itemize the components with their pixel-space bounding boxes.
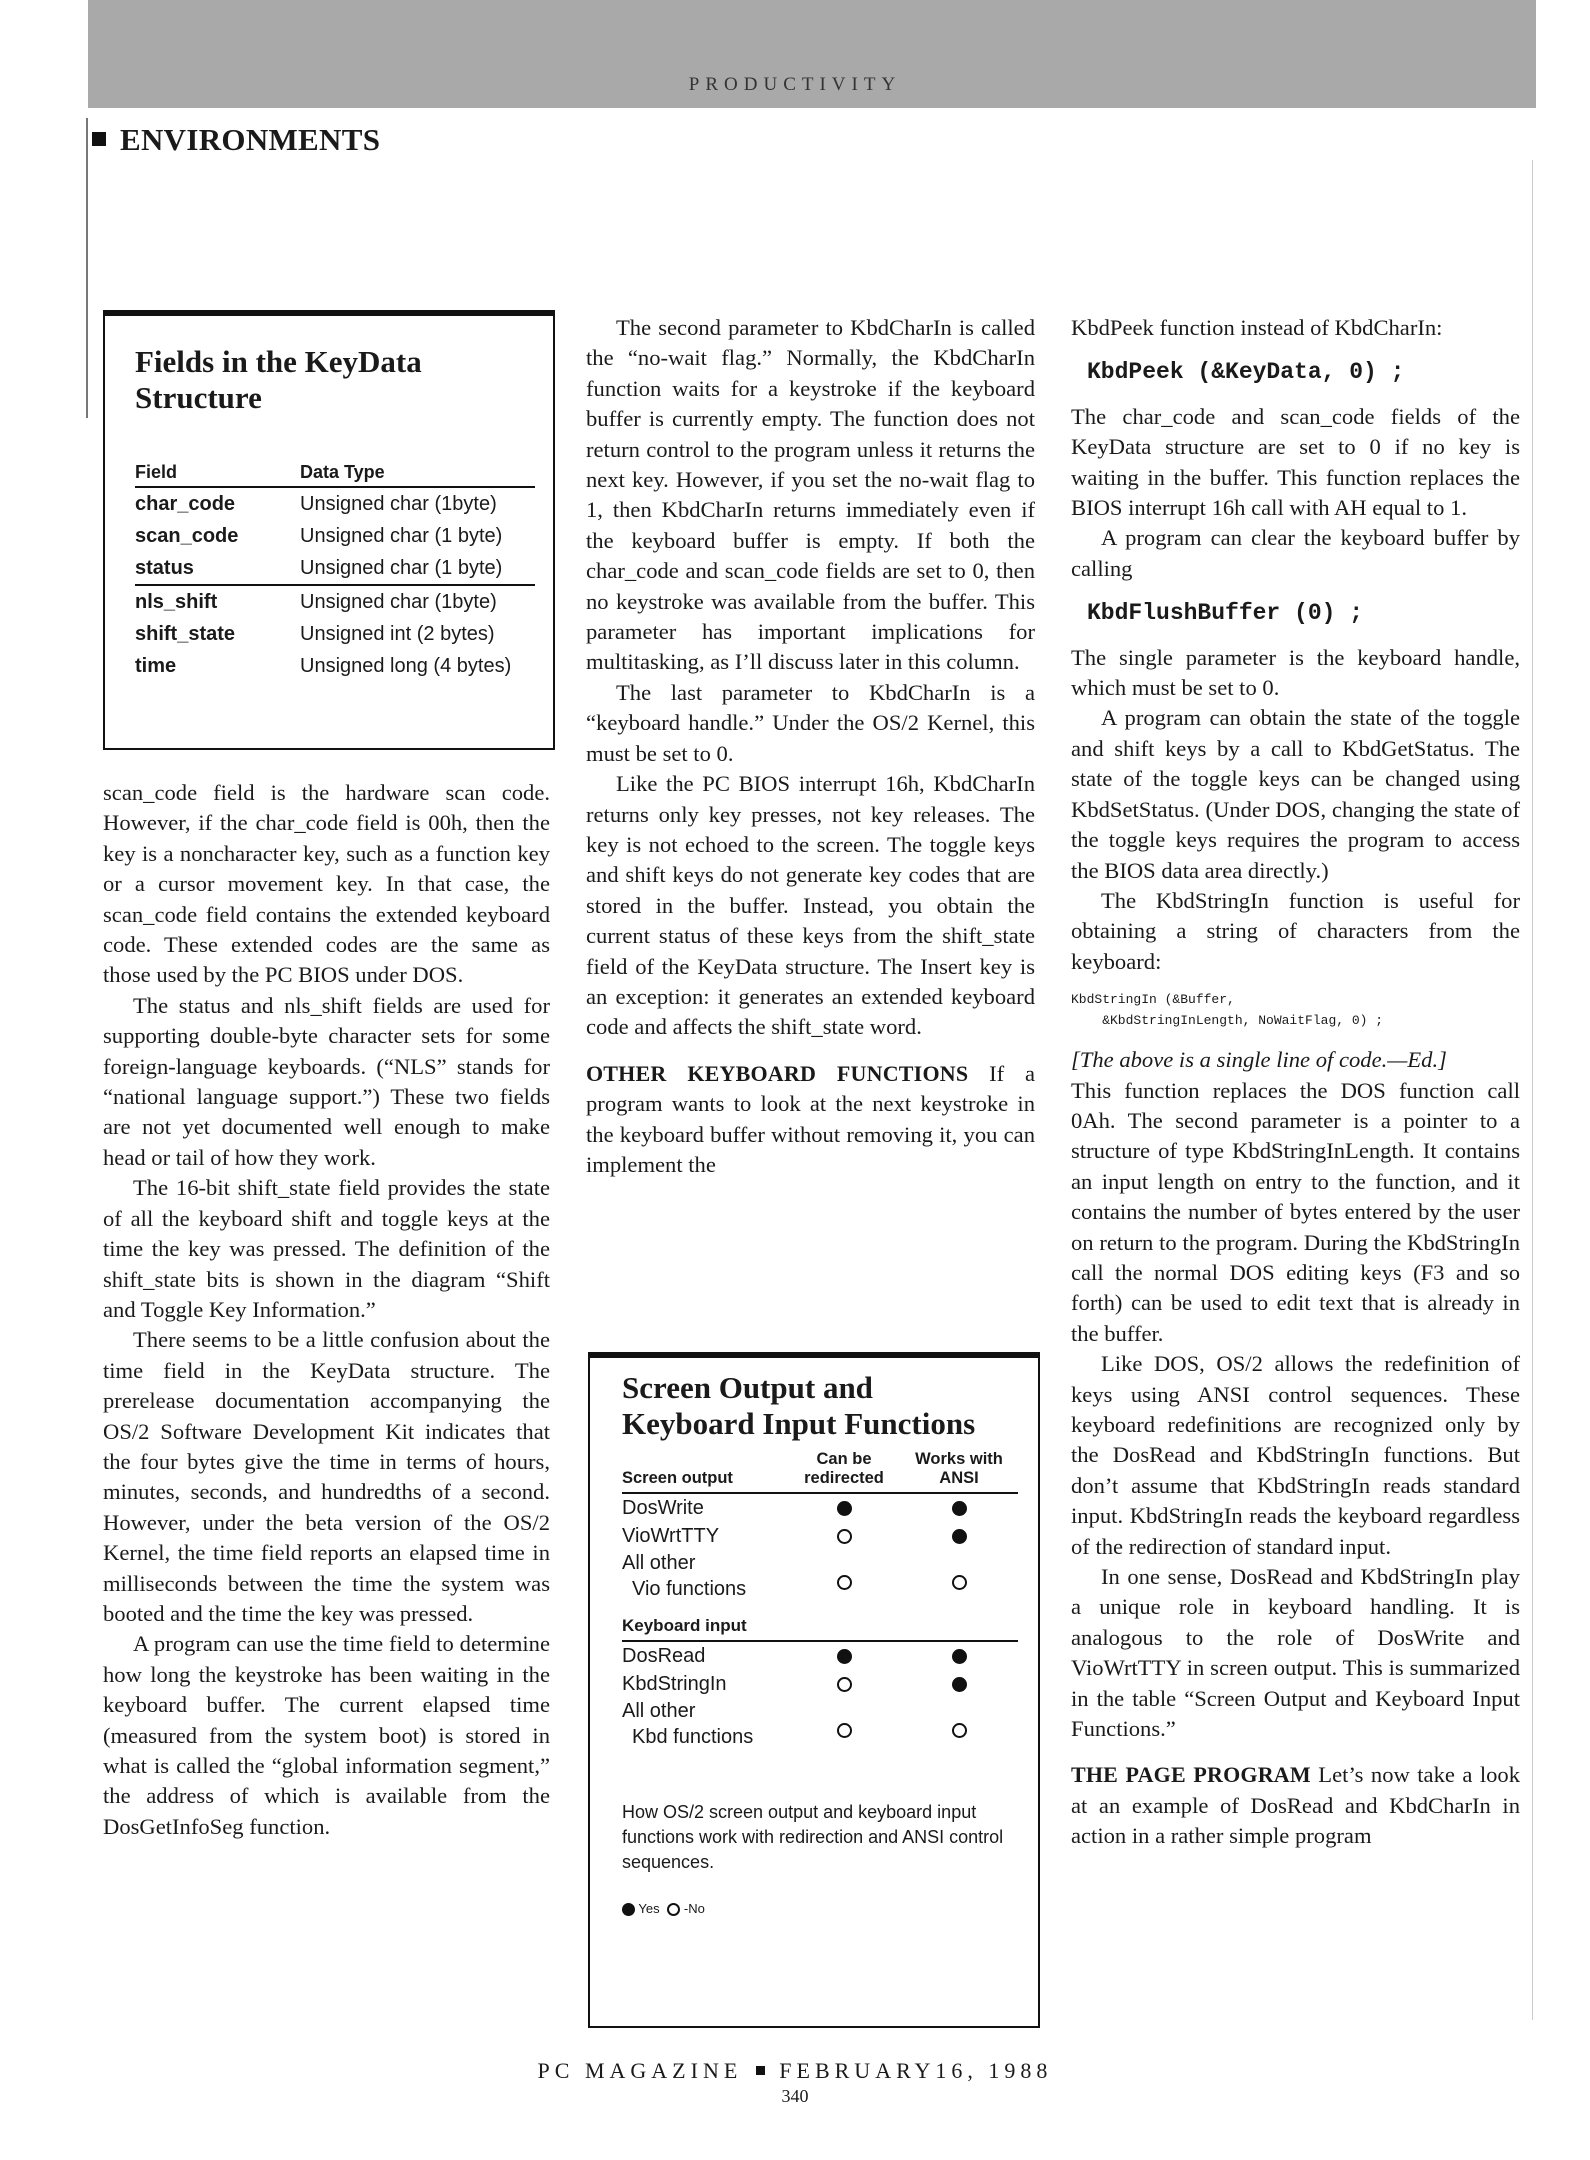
no-dot-icon: [837, 1575, 852, 1590]
legend-yes: Yes: [638, 1901, 660, 1916]
paragraph: There seems to be a little confusion about the time field in the KeyData structure. The prerelease documentation accompanying the OS/2 Software Development Kit indicates that the four bytes give the time in terms of hours, minutes, seconds, and hundredths of a second. However, under the beta version of the OS/2 Kernel, the time field reports an elapsed time in milliseconds between the time the system was booted and the time the key was pressed.: [103, 1327, 550, 1626]
page-number: 340: [781, 2086, 809, 2106]
col-redirect-header: Can be redirected: [788, 1450, 900, 1493]
paragraph: The second parameter to KbdCharIn is called the “no-wait flag.” Normally, the KbdCharIn function waits for a keystroke if the keyboard buffer is currently empty. The function does not return control to the program unless it returns the next key. However, if you set the no-wait flag to 1, then KbdCharIn returns immediately even if the keyboard buffer is empty. If both the char_code and scan_code fields are set to 0, then no keystroke was available from the buffer. This parameter has important implications for multitasking, as I’ll discuss later in this column.: [586, 315, 1035, 675]
yes-dot-icon: [622, 1903, 635, 1916]
footer: [0, 2058, 1590, 2084]
functions-title-line1: Screen Output and: [622, 1370, 873, 1405]
paragraph: Like DOS, OS/2 allows the redefinition of keys using ANSI control sequences. These keyboard redefinitions are recognized only by the DosRead and KbdStringIn functions. But don’t assume that KbdStringIn reads standard input. KbdStringIn reads the keyboard regardless of the redirection of standard input.: [1071, 1351, 1520, 1559]
paragraph: The KbdStringIn function is useful for obtaining a string of characters from the keyboard:: [1071, 887, 1520, 974]
paragraph: A program can clear the keyboard buffer by calling: [1071, 525, 1520, 581]
run-in-heading: THE PAGE PROGRAM: [1071, 1762, 1311, 1788]
square-bullet-icon: [92, 132, 106, 146]
paragraph: A program can use the time field to determine how long the keystroke has been waiting in the keyboard buffer. The current elapsed time (measured from the system boot) is stored in what is called the “global information segment,” the address of which is available from the DosGetInfoSeg function.: [103, 1631, 550, 1839]
keydata-col-type: Data Type: [300, 462, 535, 487]
paragraph: Like the PC BIOS interrupt 16h, KbdCharIn returns only key presses, not key releases. The key is not echoed to the screen. The toggle keys and shift keys do not generate key codes that are stored in the buffer. Instead, you obtain the current status of these keys from the shift_state field of the KeyData structure. The Insert key is an exception: it generates an extended keyboard code and affects the shift_state word.: [586, 771, 1035, 1040]
paragraph: KbdPeek function instead of KbdCharIn:: [1071, 315, 1443, 340]
table-row: time Unsigned long (4 bytes): [135, 655, 512, 677]
table-row: DosRead: [622, 1641, 1018, 1670]
table-row: All other Kbd functions: [622, 1698, 1018, 1750]
legend: [622, 1901, 1018, 1916]
yes-dot-icon: [952, 1529, 967, 1544]
paragraph: The last parameter to KbdCharIn is a “keyboard handle.” Under the OS/2 Kernel, this must be set to 0.: [586, 679, 1035, 766]
table-row: All other Vio functions: [622, 1550, 1018, 1602]
paragraph: scan_code field is the hardware scan code. However, if the char_code field is 00h, then the key is a noncharacter key, such as a function key or a cursor movement key. In that case, the scan_code field contains the extended keyboard code. These extended codes are the same as those used by the PC BIOS under DOS.: [103, 780, 550, 988]
paragraph-text: If a program wants to look at the next keystroke in the keyboard buffer without removing it, you can implement the: [586, 1060, 1035, 1177]
no-dot-icon: [837, 1677, 852, 1692]
table-row: scan_code Unsigned char (1 byte): [135, 525, 503, 547]
paragraph: In one sense, DosRead and KbdStringIn play a unique role in keyboard handling. It is analogous to the role of DosWrite and VioWrtTTY in screen output. This is summarized in the table “Screen Output and Keyboard Input Functions.”: [1071, 1564, 1520, 1742]
yes-dot-icon: [952, 1649, 967, 1664]
paragraph: [586, 1059, 1035, 1181]
square-bullet-icon: [756, 2066, 765, 2075]
keydata-sidebar: [103, 310, 555, 750]
group-header-keyboard: Keyboard input: [622, 1602, 1018, 1641]
no-dot-icon: [837, 1723, 852, 1738]
table-header-row: [622, 1450, 1018, 1493]
keydata-title-line2: Structure: [135, 380, 262, 415]
table-row: VioWrtTTY: [622, 1522, 1018, 1550]
legend-no: -No: [683, 1901, 705, 1916]
no-dot-icon: [952, 1575, 967, 1590]
yes-dot-icon: [952, 1501, 967, 1516]
paragraph: The char_code and scan_code fields of the KeyData structure are set to 0 if no key is waiting in the buffer. This function replaces the BIOS interrupt 16h call with AH equal to 1.: [1071, 403, 1520, 521]
functions-table: [622, 1450, 1018, 1750]
column-2: [586, 313, 1035, 1180]
column-3: [1071, 313, 1520, 1852]
table-row: char_code Unsigned char (1byte): [135, 493, 497, 515]
no-dot-icon: [952, 1723, 967, 1738]
department-heading: [92, 122, 380, 158]
paragraph: A program can obtain the state of the toggle and shift keys by a call to KbdGetStatus. The state of the toggle keys can be changed using KbdSetStatus. (Under DOS, changing the state of the toggle keys requires the program to access the BIOS data area directly.): [1071, 705, 1520, 883]
paragraph-text: Let’s now take a look at an example of DosRead and KbdCharIn in action in a rather simple program: [1071, 1762, 1520, 1849]
functions-sidebar: [588, 1352, 1040, 2028]
paragraph: This function replaces the DOS function call 0Ah. The second parameter is a pointer to a structure of type KbdStringInLength. It contains an input length on entry to the function, and it contains the number of bytes entered by the user on return to the program. During the KbdStringIn call the normal DOS editing keys (F3 and so forth) can be used to edit text that is already in the buffer.: [1071, 1077, 1520, 1346]
column-1: [103, 778, 550, 1842]
no-dot-icon: [667, 1903, 680, 1916]
col-ansi-header: Works with ANSI: [900, 1450, 1018, 1493]
run-in-heading: OTHER KEYBOARD FUNCTIONS: [586, 1060, 969, 1086]
table-row: nls_shift Unsigned char (1byte): [135, 591, 497, 613]
section-label: PRODUCTIVITY: [688, 74, 902, 95]
right-rule: [1532, 160, 1533, 2020]
no-dot-icon: [837, 1529, 852, 1544]
table-row: shift_state Unsigned int (2 bytes): [135, 623, 495, 645]
functions-caption: How OS/2 screen output and keyboard input functions work with redirection and ANSI control sequences.: [622, 1802, 1004, 1872]
group-header-screen: Screen output: [622, 1450, 788, 1493]
functions-title-line2: Keyboard Input Functions: [622, 1406, 976, 1441]
table-row: DosWrite: [622, 1493, 1018, 1522]
paragraph: The single parameter is the keyboard handle, which must be set to 0.: [1071, 644, 1520, 701]
department-label: ENVIRONMENTS: [120, 122, 381, 157]
keydata-table: [135, 462, 535, 682]
table-row: KbdStringIn: [622, 1670, 1018, 1698]
table-row: status Unsigned char (1 byte): [135, 552, 535, 585]
paragraph: The 16-bit shift_state field provides the state of all the keyboard shift and toggle keys at the time the key was pressed. The definition of the shift_state bits is shown in the diagram “Shift and Toggle Key Information.”: [103, 1175, 550, 1322]
table-group-row: [622, 1602, 1018, 1641]
footer-magazine: PC MAGAZINE: [537, 2058, 743, 2083]
paragraph: The status and nls_shift fields are used for supporting double-byte character sets for some foreign-language keyboards. (“NLS” stands for “national language support.”) These two fields are not yet documented well enough to make head or tail of how they work.: [103, 992, 550, 1170]
keydata-col-field: Field: [135, 462, 300, 487]
yes-dot-icon: [837, 1501, 852, 1516]
keydata-title-line1: Fields in the KeyData: [135, 344, 422, 379]
code-kbdstringin: KbdStringIn (&Buffer, &KbdStringInLength, NoWaitFlag, 0) ;: [1071, 992, 1384, 1029]
editor-note: [The above is a single line of code.—Ed.]: [1071, 1047, 1447, 1073]
yes-dot-icon: [952, 1677, 967, 1692]
code-kbdpeek: KbdPeek (&KeyData, 0) ;: [1087, 359, 1405, 386]
footer-date: FEBRUARY16, 1988: [779, 2058, 1053, 2083]
paragraph: [1071, 1760, 1520, 1851]
code-kbdflushbuffer: KbdFlushBuffer (0) ;: [1087, 600, 1364, 627]
left-rule: [86, 118, 88, 418]
yes-dot-icon: [837, 1649, 852, 1664]
